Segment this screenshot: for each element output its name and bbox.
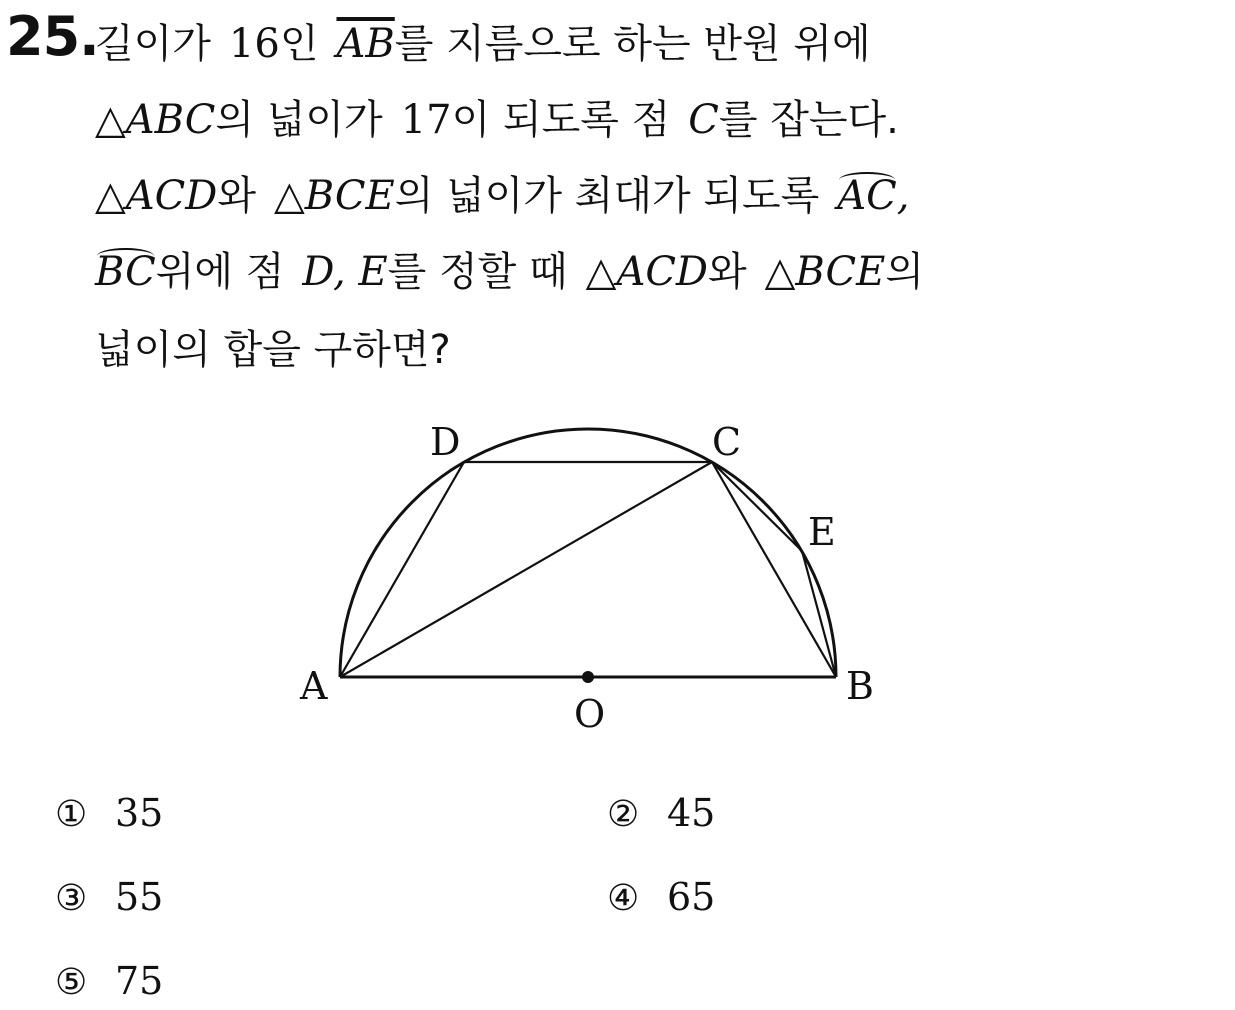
choice-value: 45 — [667, 791, 716, 835]
segment-ce — [712, 462, 802, 551]
segment-ad — [340, 462, 464, 677]
choice-value: 65 — [667, 875, 716, 919]
choice-value: 35 — [115, 791, 164, 835]
choice-mark: ② — [607, 794, 640, 835]
center-point-o — [582, 671, 594, 683]
text-segment: 와 — [708, 249, 747, 295]
text-segment: 길이가 — [95, 21, 211, 67]
arc-bc: BC — [95, 240, 156, 304]
triangle-acd: ACD — [125, 173, 218, 219]
text-segment: 를 정할 때 — [387, 249, 568, 295]
choice-value: 75 — [115, 959, 164, 1003]
label-e: E — [808, 510, 836, 554]
choice-2[interactable] — [607, 788, 715, 838]
triangle-bce: BCE — [795, 249, 886, 295]
text-segment: 의 넓이가 최대가 되도록 — [394, 173, 820, 219]
text-segment: 의 넓이가 — [215, 97, 383, 143]
segment-ac — [340, 462, 712, 677]
choice-mark: ③ — [55, 878, 88, 919]
choice-3[interactable] — [55, 872, 163, 922]
text-segment: 를 잡는다. — [718, 97, 899, 143]
triangle-bce: BCE — [304, 173, 395, 219]
question-line-5: 넓이의 합을 구하면? — [95, 327, 451, 373]
choice-value: 55 — [115, 875, 164, 919]
semicircle-diagram — [290, 405, 910, 745]
question-line-3 — [95, 164, 909, 228]
label-a: A — [300, 664, 328, 708]
choice-5[interactable] — [55, 956, 163, 1006]
choice-4[interactable] — [607, 872, 715, 922]
segment-ab: $\overline{AB}$ — [336, 21, 395, 67]
text-segment: 위에 점 — [155, 249, 285, 295]
triangle-symbol: △ — [764, 249, 796, 295]
question-number: 25. — [6, 5, 99, 68]
comma: , — [896, 173, 910, 219]
arc-ac: AC — [837, 164, 897, 228]
label-b: B — [846, 664, 874, 708]
label-d: D — [430, 420, 461, 464]
triangle-symbol: △ — [95, 173, 126, 219]
triangle-symbol: △ — [585, 249, 617, 295]
text-segment: 를 지름으로 하는 반원 위에 — [394, 21, 871, 67]
choice-mark: ⑤ — [55, 962, 88, 1003]
choice-mark: ① — [55, 794, 88, 835]
text-segment: 와 — [217, 173, 256, 219]
segment-cb — [712, 462, 836, 677]
choice-1[interactable] — [55, 788, 163, 838]
question-line-1 — [95, 12, 871, 76]
area-value: 17 — [400, 97, 452, 143]
point-c: C — [688, 97, 719, 143]
triangle-symbol: △ — [95, 97, 126, 143]
question-line-4 — [95, 240, 924, 304]
text-segment: 이 되도록 점 — [451, 97, 671, 143]
label-c: C — [712, 420, 742, 464]
triangle-symbol: △ — [273, 173, 305, 219]
choice-mark: ④ — [607, 878, 640, 919]
points-d-e: D, E — [302, 249, 388, 295]
segment-eb — [802, 551, 836, 677]
label-o: O — [574, 692, 606, 736]
text-segment: 의 — [885, 249, 924, 295]
text-segment: 16인 — [228, 21, 319, 67]
question-line-2 — [95, 88, 899, 152]
triangle-abc: ABC — [125, 97, 216, 143]
triangle-acd: ACD — [616, 249, 708, 295]
semicircle-arc — [340, 429, 836, 677]
